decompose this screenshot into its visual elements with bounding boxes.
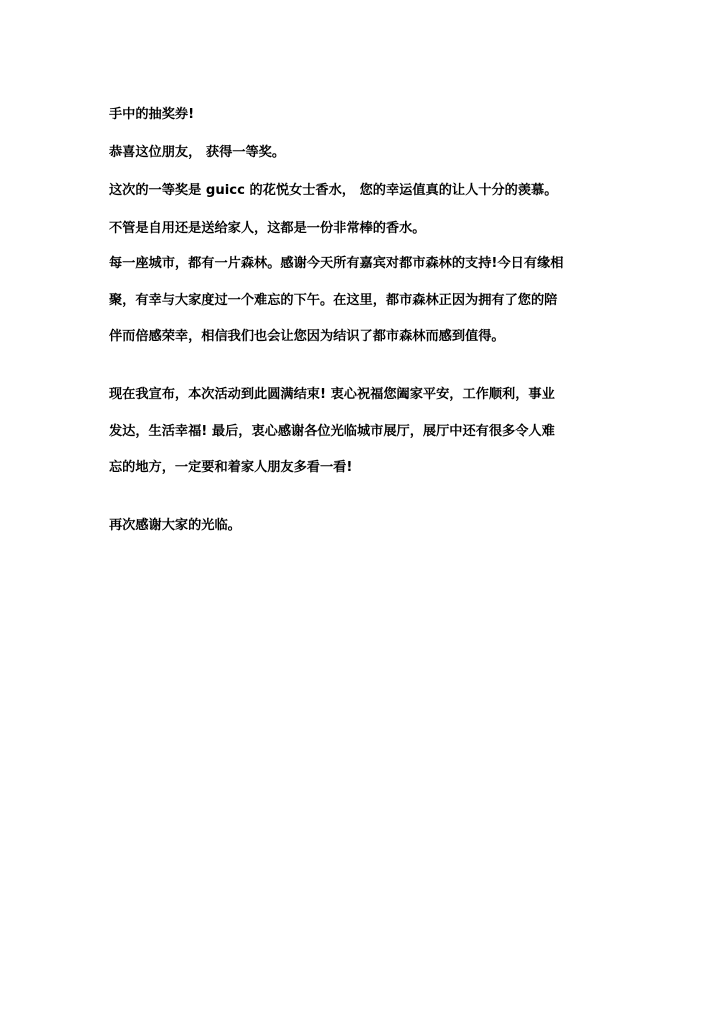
text-line-gift-note: 不管是自用还是送给家人，这都是一份非常棒的香水。 [109, 221, 426, 236]
paragraph-line: 忘的地方，一定要和着家人朋友多看一看! [109, 460, 353, 475]
paragraph-line: 每一座城市，都有一片森林。感谢今天所有嘉宾对都市森林的支持!今日有缘相 [109, 256, 564, 271]
paragraph-line: 发达，生活幸福! 最后，衷心感谢各位光临城市展厅，展厅中还有很多令人难 [109, 423, 555, 439]
document-body [109, 105, 629, 536]
text-line-final-thanks: 再次感谢大家的光临。 [109, 518, 241, 533]
text-line-lottery-ticket: 手中的抽奖券! [109, 107, 195, 122]
paragraph-line: 聚，有幸与大家度过一个难忘的下午。在这里，都市森林正因为拥有了您的陪 [109, 292, 558, 308]
paragraph-line: 伴而倍感荣幸，相信我们也会让您因为结识了都市森林而感到值得。 [109, 329, 505, 344]
text-line-congratulations: 恭喜这位朋友， 获得一等奖。 [109, 145, 286, 160]
paragraph-closing-announcement [109, 385, 629, 478]
text-line-first-prize: 这次的一等奖是 guicc 的花悦女士香水， 您的幸运值真的让人十分的羡慕。 [109, 183, 558, 198]
paragraph-thanks [109, 254, 629, 347]
paragraph-line: 现在我宣布，本次活动到此圆满结束! 衷心祝福您阖家平安，工作顺利，事业 [109, 387, 555, 402]
